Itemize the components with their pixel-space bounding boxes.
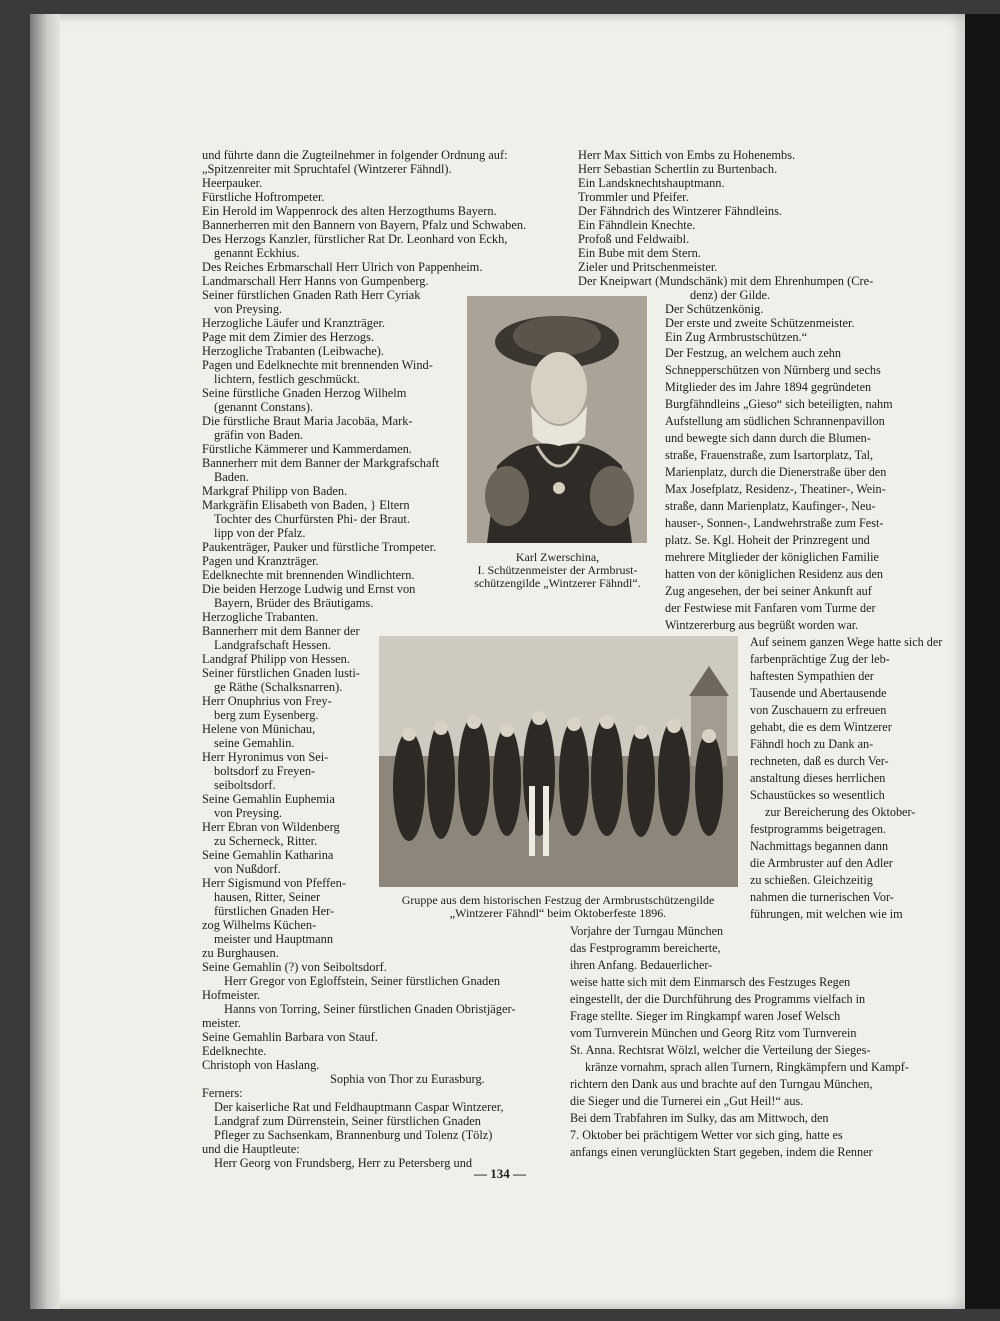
text-line: und führte dann die Zugteilnehmer in folgender Ordnung auf: [202,148,508,162]
text-line: Ein Bube mit dem Stern. [578,246,701,260]
text-line: Seine Gemahlin Katharina [202,848,334,862]
text-line: Ein Fähndlein Knechte. [578,218,696,232]
group-photo [379,636,738,887]
text-line: Christoph von Haslang. [202,1058,320,1072]
text-line: (genannt Constans). [214,400,314,414]
text-line: Der erste und zweite Schützenmeister. [665,316,855,330]
text-line: Bei dem Trabfahren im Sulky, das am Mittwoch, den [570,1111,829,1125]
text-line: Der Kneipwart (Mundschänk) mit dem Ehrenhumpen (Cre- [578,274,874,288]
text-line: Ein Herold im Wappenrock des alten Herzogthums Bayern. [202,204,497,218]
text-line: Herr Sigismund von Pfeffen- [202,876,346,890]
page-edge [965,14,1000,1309]
portrait-illustration [467,296,647,543]
text-line: anstaltung dieses herrlichen [750,771,886,785]
text-line: Sophia von Thor zu Eurasburg. [330,1072,485,1086]
text-line: meister. [202,1016,241,1030]
text-line: anfangs einen verunglückten Start gegeben, indem die Renner [570,1145,873,1159]
text-line: meister und Hauptmann [214,932,334,946]
caption-line: Gruppe aus dem historischen Festzug der Armbrustschützengilde [401,893,715,907]
text-line: zog Wilhelms Küchen- [202,918,317,932]
text-line: mehrere Mitglieder der königlichen Familie [665,550,879,564]
text-line: eingestellt, der die Durchführung des Programms vielfach in [570,992,866,1006]
text-line: Aufstellung am südlichen Schrannenpavillon [665,414,885,428]
text-line: Pagen und Kranzträger. [202,554,319,568]
text-line: zu schießen. Gleichzeitig [750,873,873,887]
portrait-photo [467,296,647,543]
text-line: Herr Gregor von Egloffstein, Seiner fürstlichen Gnaden [224,974,501,988]
text-line: lichtern, festlich geschmückt. [214,372,360,386]
text-line: die Armbruster auf den Adler [750,856,893,870]
text-line: seine Gemahlin. [214,736,295,750]
text-line: zur Bereicherung des Oktober- [765,805,916,819]
text-line: von Preysing. [214,302,283,316]
text-line: von Zuschauern zu erfreuen [750,703,887,717]
text-line: platz. Se. Kgl. Hoheit der Prinzregent und [665,533,870,547]
text-line: Bannerherr mit dem Banner der Markgrafschaft [202,456,440,470]
text-line: Herzogliche Trabanten (Leibwache). [202,344,384,358]
text-line: Schaustückes so wesentlich [750,788,885,802]
text-line: Seiner fürstlichen Gnaden Rath Herr Cyriak [202,288,421,302]
text-line: Hofmeister. [202,988,261,1002]
text-line: Edelknechte mit brennenden Windlichtern. [202,568,415,582]
text-line: Herzogliche Läufer und Kranzträger. [202,316,386,330]
text-line: ihren Anfang. Bedauerlicher- [570,958,713,972]
text-line: Helene von Münichau, [202,722,316,736]
text-line: ge Räthe (Schalksnarren). [214,680,343,694]
text-line: Tausende und Abertausende [750,686,887,700]
text-line: Edelknechte. [202,1044,267,1058]
text-line: Seiner fürstlichen Gnaden lusti- [202,666,360,680]
text-line: Herr Ebran von Wildenberg [202,820,340,834]
text-line: und die Hauptleute: [202,1142,300,1156]
text-line: Nachmittags begannen dann [750,839,889,853]
text-line: Der Fähndrich des Wintzerer Fähndleins. [578,204,783,218]
text-line: Der Schützenkönig. [665,302,764,316]
text-line: Burgfähndleins „Gieso“ sich beteiligten, nahm [665,397,893,411]
text-line: Heerpauker. [202,176,263,190]
text-line: gräfin von Baden. [214,428,304,442]
text-line: Herr Georg von Frundsberg, Herr zu Petersberg und [214,1156,473,1170]
text-line: zu Burghausen. [202,946,279,960]
text-line: lipp von der Pfalz. [214,526,306,540]
text-line: vom Turnverein München und Georg Ritz vom Turnverein [570,1026,857,1040]
text-line: Paukenträger, Pauker und fürstliche Trompeter. [202,540,437,554]
text-line: 7. Oktober bei prächtigem Wetter vor sich ging, hatte es [570,1128,843,1142]
caption-line: I. Schützenmeister der Armbrust- [477,563,638,577]
text-line: Wintzererburg aus begrüßt worden war. [665,618,859,632]
text-line: Des Herzogs Kanzler, fürstlicher Rat Dr. Leonhard von Eckh, [202,232,508,246]
text-line: führungen, mit welchen wie im [750,907,903,921]
text-line: Ein Landsknechtshauptmann. [578,176,725,190]
text-line: nahmen die turnerischen Vor- [750,890,894,904]
text-line: straße, dann Marienplatz, Kaufinger-, Neu- [665,499,876,513]
text-line: kränze vornahm, sprach allen Turnern, Ringkämpfern und Kampf- [585,1060,909,1074]
text-line: Seine Gemahlin Euphemia [202,792,335,806]
text-line: Markgraf Philipp von Baden. [202,484,348,498]
text-line: Markgräfin Elisabeth von Baden, } Eltern [202,498,410,512]
text-line: Hanns von Torring, Seiner fürstlichen Gnaden Obristjäger- [224,1002,516,1016]
text-line: Herr Hyronimus von Sei- [202,750,329,764]
text-line: Zieler und Pritschenmeister. [578,260,718,274]
text-line: das Festprogramm bereicherte, [570,941,721,955]
text-line: Ein Zug Armbrustschützen.“ [665,330,808,344]
text-line: Der kaiserliche Rat und Feldhauptmann Caspar Wintzerer, [214,1100,504,1114]
text-line: die Sieger und die Turnerei ein „Gut Heil!“ aus. [570,1094,804,1108]
page-number: — 134 — [474,1166,526,1181]
text-line: Der Festzug, an welchem auch zehn [665,346,841,360]
text-line: gehabt, die es dem Wintzerer [750,720,892,734]
text-line: haftesten Sympathien der [750,669,874,683]
text-line: boltsdorf zu Freyen- [214,764,316,778]
text-line: Fähndl hoch zu Dank an- [750,737,874,751]
text-line: Max Josefplatz, Residenz-, Theatiner-, Wein- [665,482,886,496]
text-line: von Preysing. [214,806,283,820]
text-line: zu Scherneck, Ritter. [214,834,318,848]
text-line: „Spitzenreiter mit Spruchtafel (Wintzerer Fähndl). [202,162,452,176]
text-line: Zug angesehen, der bei seiner Ankunft auf [665,584,872,598]
text-line: hauser-, Sonnen-, Landwehrstraße zum Fest- [665,516,884,530]
text-line: und bewegte sich dann durch die Blumen- [665,431,871,445]
text-line: richtern den Dank aus und brachte auf den Turngau München, [570,1077,873,1091]
caption-line: schützengilde „Wintzerer Fähndl“. [474,576,641,590]
text-line: Vorjahre der Turngau München [570,924,724,938]
text-line: Des Reiches Erbmarschall Herr Ulrich von Pappenheim. [202,260,483,274]
text-line: Trommler und Pfeifer. [578,190,689,204]
text-line: von Nußdorf. [214,862,281,876]
text-line: Bannerherr mit dem Banner der [202,624,360,638]
text-line: straße, Frauenstraße, zum Isartorplatz, Tal, [665,448,874,462]
text-line: Page mit dem Zimier des Herzogs. [202,330,375,344]
text-line: festprogramms beigetragen. [750,822,887,836]
text-line: Herr Onuphrius von Frey- [202,694,332,708]
text-line: Landgrafschaft Hessen. [214,638,331,652]
text-line: Pagen und Edelknechte mit brennenden Wind- [202,358,433,372]
text-line: Ferners: [202,1086,243,1100]
page-gutter [30,14,60,1309]
text-line: Schnepperschützen von Nürnberg und sechs [665,363,881,377]
text-line: Landmarschall Herr Hanns von Gumpenberg. [202,274,429,288]
text-line: Profoß und Feldwaibl. [578,232,690,246]
text-line: Seine fürstliche Gnaden Herzog Wilhelm [202,386,407,400]
text-line: farbenprächtige Zug der leb- [750,652,890,666]
text-line: Auf seinem ganzen Wege hatte sich der [750,635,943,649]
caption-line: „Wintzerer Fähndl“ beim Oktoberfeste 1896. [449,906,667,920]
text-line: Mitglieder des im Jahre 1894 gegründeten [665,380,872,394]
text-line: Bannerherren mit den Bannern von Bayern, Pfalz und Schwaben. [202,218,527,232]
text-line: Bayern, Brüder des Bräutigams. [214,596,374,610]
text-line: Pfleger zu Sachsenkam, Brannenburg und Tolenz (Tölz) [214,1128,493,1142]
text-line: Baden. [214,470,249,484]
portrait-caption [460,551,655,590]
text-line: der Festwiese mit Fanfaren vom Turme der [665,601,876,615]
text-line: Marienplatz, durch die Dienerstraße über den [665,465,887,479]
text-line: hausen, Ritter, Seiner [214,890,321,904]
text-line: St. Anna. Rechtsrat Wölzl, welcher die Verteilung der Sieges- [570,1043,871,1057]
caption-line: Karl Zwerschina, [515,550,600,564]
text-line: genannt Eckhius. [214,246,300,260]
text-line: seiboltsdorf. [214,778,276,792]
text-line: fürstlichen Gnaden Her- [214,904,335,918]
text-line: hatten von der königlichen Residenz aus den [665,567,883,581]
group-illustration [379,636,738,887]
text-line: Seine Gemahlin (?) von Seiboltsdorf. [202,960,387,974]
group-caption [368,894,748,920]
text-line: Herr Max Sittich von Embs zu Hohenembs. [578,148,796,162]
text-line: weise hatte sich mit dem Einmarsch des Festzuges Regen [570,975,851,989]
text-line: Herzogliche Trabanten. [202,610,319,624]
text-line: Herr Sebastian Schertlin zu Burtenbach. [578,162,778,176]
text-line: Die beiden Herzoge Ludwig und Ernst von [202,582,416,596]
text-line: rechneten, daß es durch Ver- [750,754,889,768]
text-line: Fürstliche Hoftrompeter. [202,190,325,204]
text-line: Landgraf Philipp von Hessen. [202,652,350,666]
text-line: Landgraf zum Dürrenstein, Seiner fürstlichen Gnaden [214,1114,481,1128]
text-line: berg zum Eysenberg. [214,708,319,722]
text-line: Tochter des Churfürsten Phi- der Braut. [214,512,410,526]
text-line: Seine Gemahlin Barbara von Stauf. [202,1030,378,1044]
text-line: Die fürstliche Braut Maria Jacobäa, Mark- [202,414,413,428]
text-line: denz) der Gilde. [690,288,771,302]
text-line: Fürstliche Kämmerer und Kammerdamen. [202,442,412,456]
text-line: Frage stellte. Sieger im Ringkampf waren Josef Welsch [570,1009,841,1023]
